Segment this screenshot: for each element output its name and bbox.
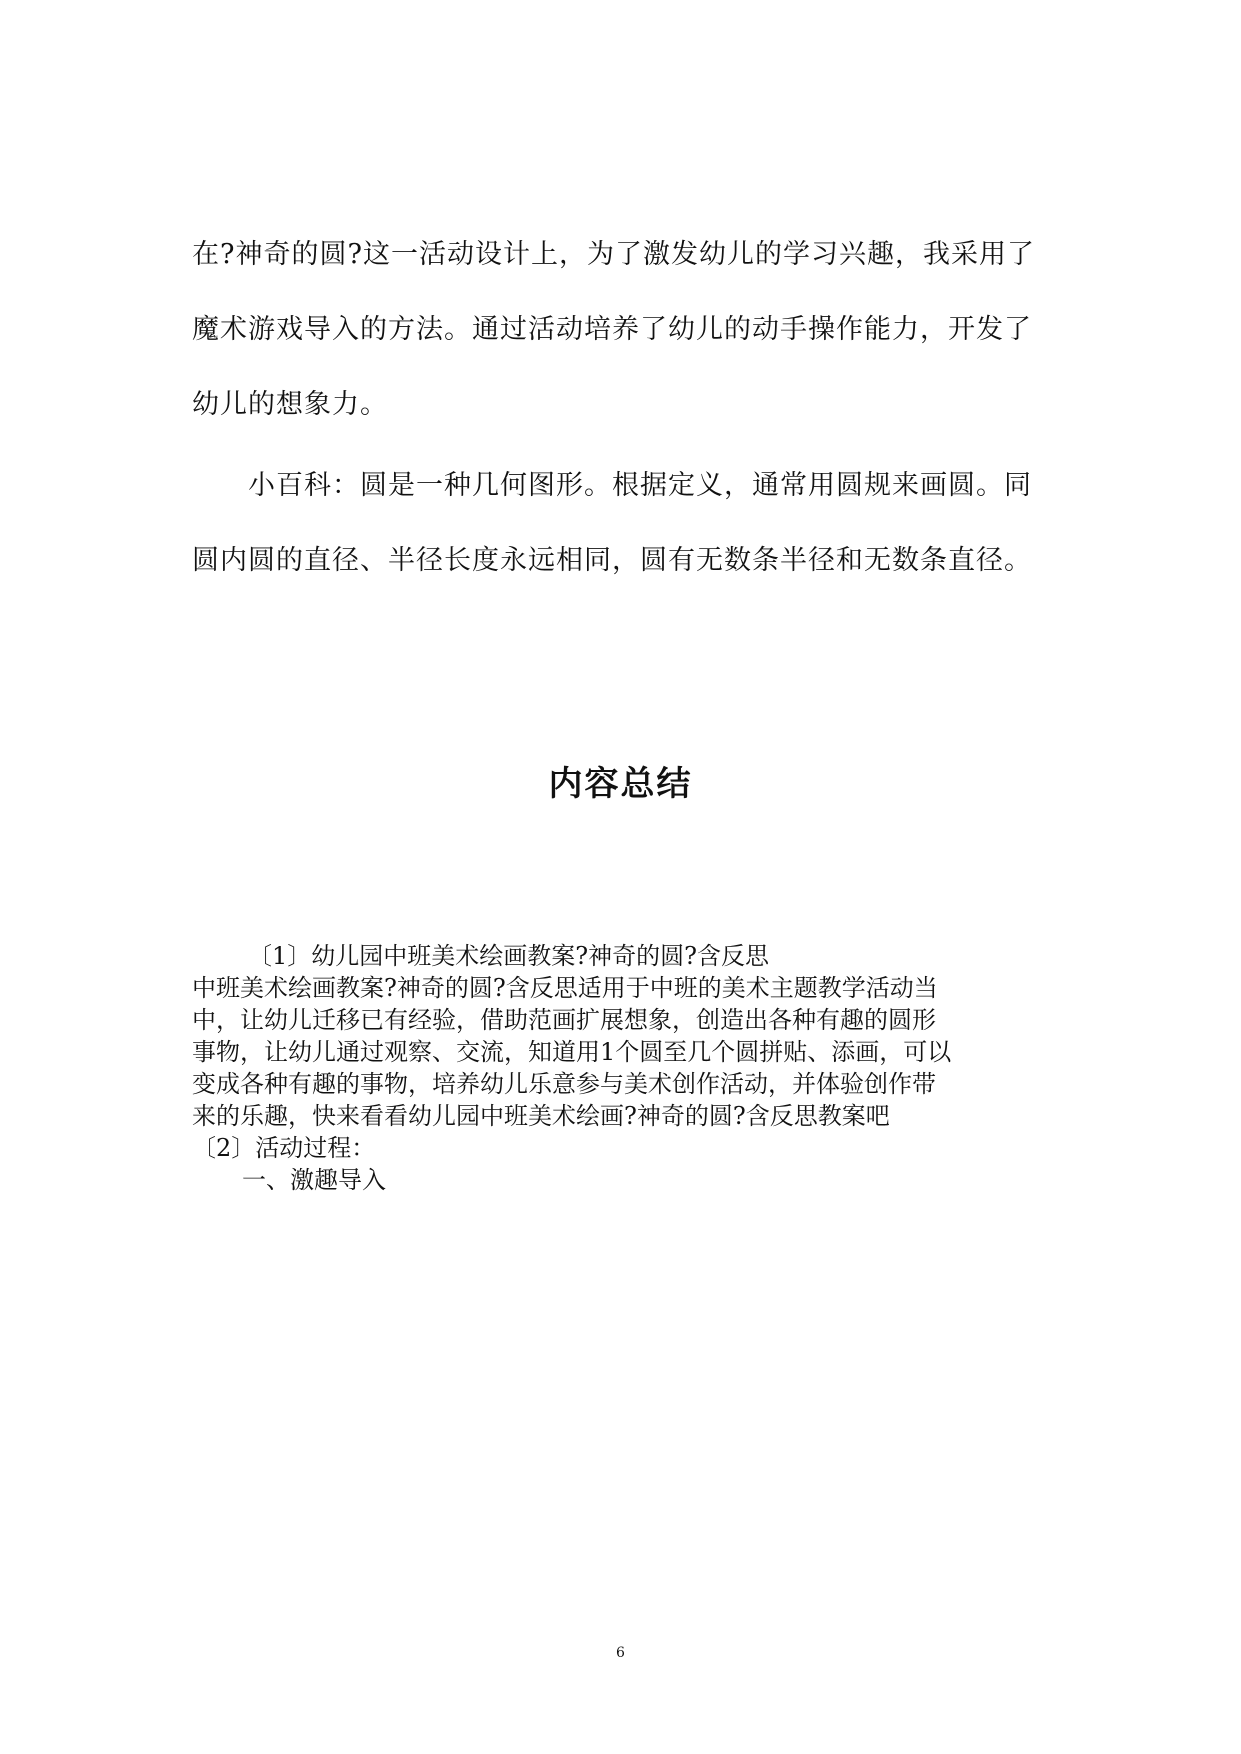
- summary-heading: 内容总结: [548, 764, 693, 804]
- reflection-paragraph: 在?神奇的圆?这一活动设计上，为了激发幼儿的学习兴趣，我采用了魔术游戏导入的方法。通过活动培养了幼儿的动手操作能力，开发了幼儿的想象力。: [192, 239, 1035, 420]
- summary-line: 中，让幼儿迁移已有经验，借助范画扩展想象，创造出各种有趣的圆形: [192, 1006, 936, 1034]
- summary-item-1-title: 〔1〕幼儿园中班美术绘画教案?神奇的圆?含反思: [248, 942, 770, 970]
- page-number: 6: [616, 1645, 625, 1661]
- summary-line: 来的乐趣，快来看看幼儿园中班美术绘画?神奇的圆?含反思教案吧: [192, 1102, 890, 1130]
- summary-item-2-subtitle: 一、激趣导入: [242, 1166, 386, 1194]
- summary-line: 事物，让幼儿通过观察、交流，知道用1个圆至几个圆拼贴、添画，可以: [192, 1038, 952, 1066]
- summary-section: [192, 940, 1052, 1196]
- summary-line: 变成各种有趣的事物，培养幼儿乐意参与美术创作活动，并体验创作带: [192, 1070, 936, 1098]
- encyclopedia-paragraph: 小百科：圆是一种几何图形。根据定义，通常用圆规来画圆。同圆内圆的直径、半径长度永远相同，圆有无数条半径和无数条直径。: [192, 470, 1032, 576]
- summary-line: 中班美术绘画教案?神奇的圆?含反思适用于中班的美术主题教学活动当: [192, 974, 938, 1002]
- summary-item-2-title: 〔2〕活动过程：: [192, 1134, 376, 1162]
